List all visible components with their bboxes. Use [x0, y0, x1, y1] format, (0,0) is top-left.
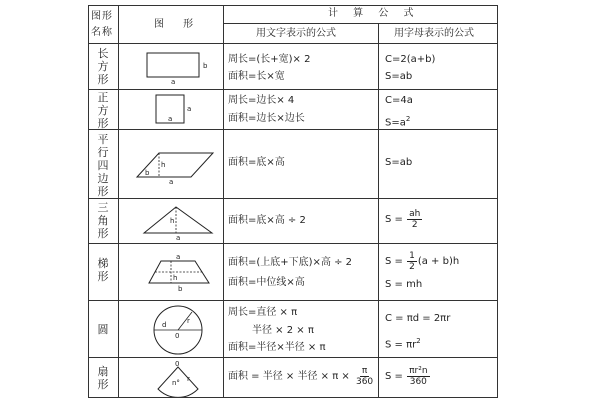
rectangle-area-letter: S=ab	[385, 71, 413, 82]
triangle-fraction-numerator: ah	[409, 208, 421, 219]
shape-name-parallelogram: 平行四边形	[97, 133, 109, 198]
parallelogram-area-letter: S=ab	[385, 157, 413, 168]
shape-formula-table	[88, 5, 498, 397]
sector-letter-prefix: S =	[385, 371, 403, 382]
rectangle-label-b: b	[203, 62, 208, 70]
triangle-label-h: h	[170, 217, 175, 225]
header-text-formula: 用文字表示的公式	[256, 28, 336, 39]
square-perimeter-letter: C=4a	[385, 95, 413, 106]
sector-text-fraction-denominator: 360	[355, 376, 374, 387]
header-name-top: 图形	[91, 11, 113, 22]
sector-figure	[150, 359, 206, 397]
sector-label-o: 0	[175, 360, 180, 368]
sector-letter-fraction	[407, 366, 429, 387]
square-label-a-bottom: a	[168, 115, 173, 123]
parallelogram-area-text: 面积=底×高	[228, 157, 285, 168]
header-name-bottom: 名称	[91, 27, 113, 38]
trapezoid-median-text: 面积=中位线×高	[228, 277, 305, 288]
triangle-letter-prefix: S =	[385, 214, 403, 225]
circle-label-d: d	[162, 321, 167, 329]
rectangle-perimeter-letter: C=2(a+b)	[385, 54, 436, 65]
circle-label-o: 0	[175, 332, 180, 340]
sector-text-fraction	[354, 366, 375, 387]
shape-name-sector: 扇形	[97, 365, 109, 391]
trapezoid-fraction	[407, 251, 417, 272]
circle-figure	[148, 304, 208, 356]
square-area-exponent: 2	[405, 115, 411, 123]
shape-name-triangle: 三角形	[97, 201, 109, 240]
parallelogram-figure	[133, 143, 219, 185]
table-border-right	[497, 5, 498, 398]
parallelogram-label-b: b	[145, 169, 150, 177]
header-figure: 图 形	[154, 19, 202, 30]
rectangle-area-text: 面积=长×宽	[228, 71, 285, 82]
row-divider-6	[88, 357, 498, 358]
square-area-text: 面积=边长×边长	[228, 113, 305, 124]
trapezoid-label-a: a	[176, 253, 181, 261]
col-divider-name	[118, 5, 119, 398]
sector-label-r: r	[187, 375, 190, 383]
sector-letter-fraction-numerator: πr²n	[409, 365, 428, 376]
table-border-left	[88, 5, 89, 398]
shape-name-trapezoid: 梯形	[97, 257, 109, 283]
trapezoid-fraction-denominator: 2	[409, 261, 415, 272]
parallelogram-label-a: a	[169, 178, 174, 185]
triangle-area-letter	[385, 208, 423, 232]
circle-area-letter-base: S = πr	[385, 339, 417, 351]
square-area-letter	[385, 113, 410, 129]
row-divider-5	[88, 300, 498, 301]
triangle-fraction	[407, 209, 422, 230]
trapezoid-letter-prefix: S =	[385, 256, 403, 267]
trapezoid-label-b: b	[178, 285, 183, 293]
col-divider-figure	[223, 5, 224, 398]
parallelogram-label-h: h	[161, 161, 166, 169]
triangle-fraction-denominator: 2	[411, 219, 418, 230]
rectangle-perimeter-text: 周长=(长+宽)× 2	[228, 54, 311, 65]
sector-area-text	[228, 365, 376, 389]
rectangle-label-a: a	[171, 78, 176, 85]
rectangle-figure	[143, 49, 213, 85]
shape-name-square: 正方形	[97, 91, 109, 130]
square-label-a-right: a	[187, 105, 192, 113]
circle-area-letter	[385, 335, 421, 351]
triangle-figure	[138, 201, 218, 241]
table-border-top	[88, 5, 498, 6]
square-perimeter-text: 周长=边长× 4	[228, 95, 295, 106]
trapezoid-median-letter: S = mh	[385, 279, 423, 290]
trapezoid-area-letter	[385, 250, 459, 274]
square-figure	[152, 91, 202, 127]
row-divider-2	[88, 129, 498, 130]
circle-perimeter-alt-text: 半径 × 2 × π	[252, 325, 314, 336]
triangle-area-text: 面积=底×高 ÷ 2	[228, 215, 306, 226]
table-border-bottom	[88, 397, 498, 398]
circle-label-r: r	[187, 317, 190, 325]
circle-area-text: 面积=半径×半径 × π	[228, 342, 326, 353]
sector-text-fraction-numerator: π	[361, 365, 368, 376]
circle-perimeter-letter: C = πd = 2πr	[385, 313, 451, 324]
header-divider-formula	[223, 23, 498, 24]
header-bottom-rule	[88, 43, 498, 44]
trapezoid-fraction-numerator: 1	[409, 250, 415, 261]
circle-perimeter-text: 周长=直径 × π	[228, 307, 298, 318]
sector-label-n: n°	[172, 379, 180, 387]
row-divider-3	[88, 198, 498, 199]
col-divider-formula	[378, 23, 379, 398]
row-divider-4	[88, 243, 498, 244]
trapezoid-letter-suffix: (a + b)h	[417, 256, 460, 267]
trapezoid-area-text: 面积=(上底+下底)×高 ÷ 2	[228, 257, 353, 268]
trapezoid-figure	[143, 249, 218, 293]
triangle-label-a: a	[176, 234, 181, 241]
header-formula-group: 计 算 公 式	[328, 8, 420, 19]
header-letter-formula: 用字母表示的公式	[394, 28, 474, 39]
circle-area-exponent: 2	[416, 337, 421, 345]
sector-area-letter	[385, 365, 431, 389]
square-area-letter-base: S=a	[385, 117, 406, 129]
row-divider-1	[88, 89, 498, 90]
sector-text-prefix: 面积 = 半径 × 半径 × π ×	[228, 371, 350, 382]
sector-letter-fraction-denominator: 360	[409, 376, 427, 387]
shape-name-rectangle: 长方形	[97, 47, 109, 86]
trapezoid-label-h: h	[173, 274, 178, 282]
shape-name-circle: 圆	[97, 323, 109, 336]
